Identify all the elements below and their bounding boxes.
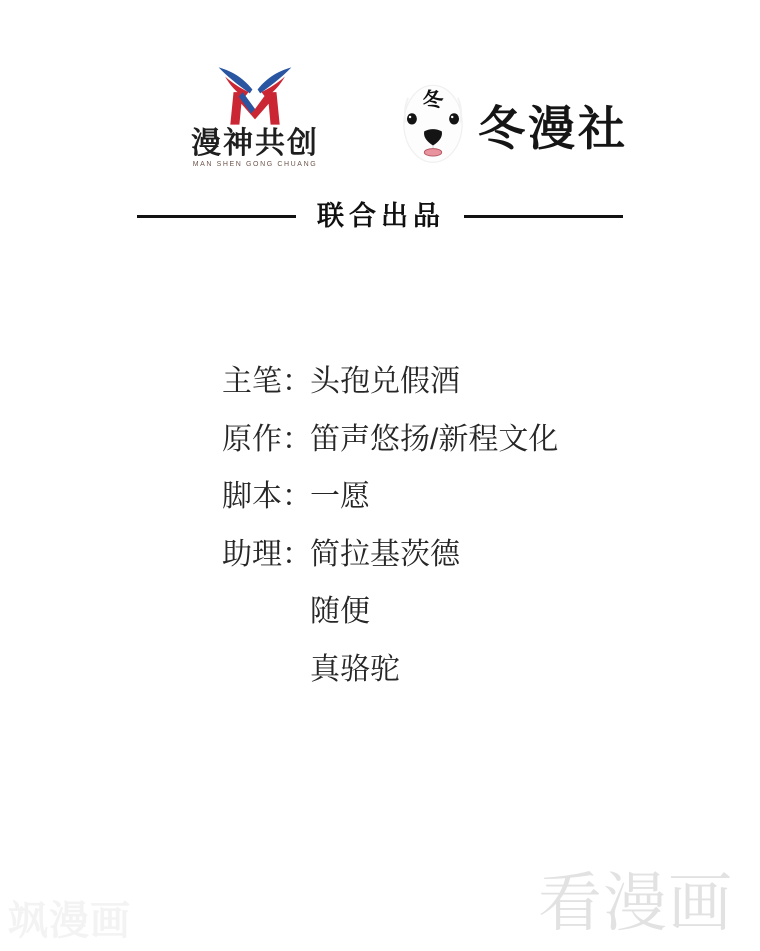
dog-forehead-character: 冬 [420, 87, 446, 114]
manshen-logo-name: 漫神共创 [191, 127, 319, 160]
dog-tongue [424, 149, 441, 156]
watermark-bottom-right: 看漫画 [538, 867, 733, 939]
banner-left-rule [137, 215, 296, 218]
dog-right-eye [449, 113, 459, 124]
credit-value: 笛声悠扬/新程文化 [310, 422, 559, 456]
banner-right-rule [464, 215, 623, 218]
manshen-logo-tagline: MAN SHEN GONG CHUANG [192, 161, 318, 168]
credit-value: 简拉基茨德 [310, 537, 460, 571]
credit-value: 真骆驼 [310, 652, 400, 686]
manshen-m-wings-icon [216, 66, 294, 126]
credit-row-assistant-3 [222, 654, 558, 712]
credit-row-assistant [222, 539, 558, 597]
credit-row-artist [222, 366, 558, 424]
dog-face-icon [402, 72, 464, 167]
credit-label: 原作： [222, 422, 312, 456]
m-body [230, 92, 279, 125]
credit-value: 一愿 [310, 480, 370, 513]
credit-value: 随便 [310, 595, 370, 628]
dongman-logo [402, 72, 628, 167]
manshen-logo [188, 66, 322, 168]
credits-list [222, 366, 558, 711]
dongman-logo-name: 冬漫社 [478, 102, 628, 155]
credit-row-original-work [222, 424, 558, 482]
watermark-bottom-left: 飒漫画 [8, 899, 131, 943]
credit-label: 脚本： [222, 480, 312, 513]
credit-row-script [222, 481, 558, 539]
credit-value: 头孢兑假酒 [310, 365, 460, 398]
banner-title: 联合出品 [317, 200, 445, 231]
credit-label: 主笔： [222, 365, 312, 398]
joint-production-banner [0, 200, 760, 232]
credit-label: 助理： [222, 537, 312, 571]
credit-row-assistant-2 [222, 596, 558, 654]
